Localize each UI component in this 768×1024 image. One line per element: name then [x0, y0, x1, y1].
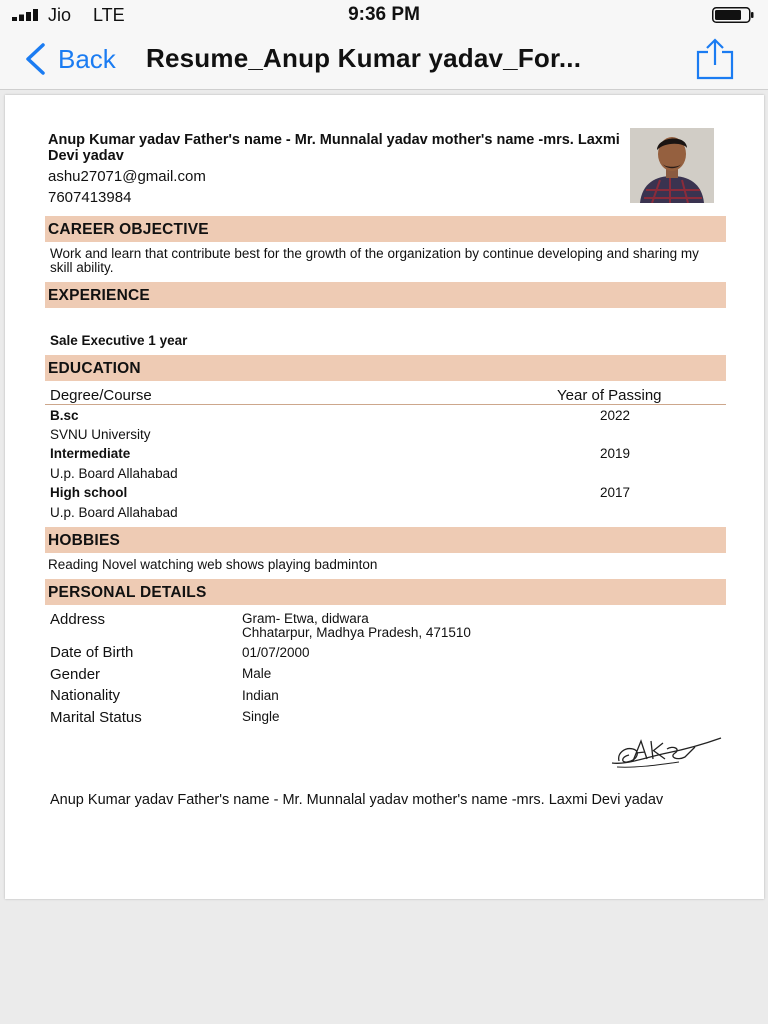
experience-item: Sale Executive 1 year	[50, 333, 188, 348]
profile-photo	[630, 128, 714, 203]
document-title: Resume_Anup Kumar yadav_For...	[146, 43, 582, 73]
section-career-objective: CAREER OBJECTIVE	[45, 216, 726, 242]
candidate-name-line: Anup Kumar yadav Father's name - Mr. Munnalal yadav mother's name -mrs. Laxmi Devi yadav	[48, 132, 620, 164]
career-objective-text: Work and learn that contribute best for the growth of the organization by continue developing and sharing my skill ability.	[50, 246, 699, 275]
education-column-degree: Degree/Course	[50, 387, 152, 404]
network-type: LTE	[93, 5, 125, 25]
education-year: 2022	[600, 408, 631, 423]
address-label: Address	[50, 611, 106, 628]
education-year: 2019	[600, 446, 631, 461]
gender-label: Gender	[50, 666, 101, 683]
education-institution: U.p. Board Allahabad	[50, 505, 178, 520]
share-icon[interactable]	[694, 38, 736, 80]
back-label: Back	[58, 43, 116, 74]
footer-name-line: Anup Kumar yadav Father's name - Mr. Munnalal yadav mother's name -mrs. Laxmi Devi yadav	[50, 792, 664, 808]
gender-value: Male	[242, 666, 272, 681]
signature	[607, 735, 723, 771]
section-experience: EXPERIENCE	[45, 282, 726, 308]
marital-status-value: Single	[242, 709, 280, 724]
education-degree: High school	[50, 485, 128, 500]
document-page[interactable]	[5, 95, 764, 899]
education-degree: B.sc	[50, 408, 79, 423]
back-button[interactable]	[22, 41, 116, 77]
education-institution: U.p. Board Allahabad	[50, 466, 178, 481]
carrier-name: Jio	[48, 5, 72, 25]
section-hobbies: HOBBIES	[45, 527, 726, 553]
marital-status-label: Marital Status	[50, 709, 142, 726]
education-institution: SVNU University	[50, 427, 151, 442]
status-bar	[0, 0, 768, 30]
nationality-label: Nationality	[50, 687, 121, 704]
address-line-2: Chhatarpur, Madhya Pradesh, 471510	[242, 625, 471, 640]
section-education: EDUCATION	[45, 355, 726, 381]
clock: 9:36 PM	[348, 4, 420, 25]
education-divider	[45, 404, 726, 405]
dob-value: 01/07/2000	[242, 645, 310, 660]
hobbies-text: Reading Novel watching web shows playing badminton	[48, 557, 378, 572]
education-column-year: Year of Passing	[557, 387, 662, 404]
education-degree: Intermediate	[50, 446, 131, 461]
education-year: 2017	[600, 485, 631, 500]
address-line-1: Gram- Etwa, didwara	[242, 611, 369, 626]
dob-label: Date of Birth	[50, 644, 134, 661]
battery-icon	[712, 7, 754, 23]
nationality-value: Indian	[242, 688, 279, 703]
navigation-bar	[0, 30, 768, 90]
section-personal-details: PERSONAL DETAILS	[45, 579, 726, 605]
chevron-left-icon	[22, 42, 48, 76]
phone-number: 7607413984	[48, 189, 132, 206]
email: ashu27071@gmail.com	[48, 168, 206, 185]
